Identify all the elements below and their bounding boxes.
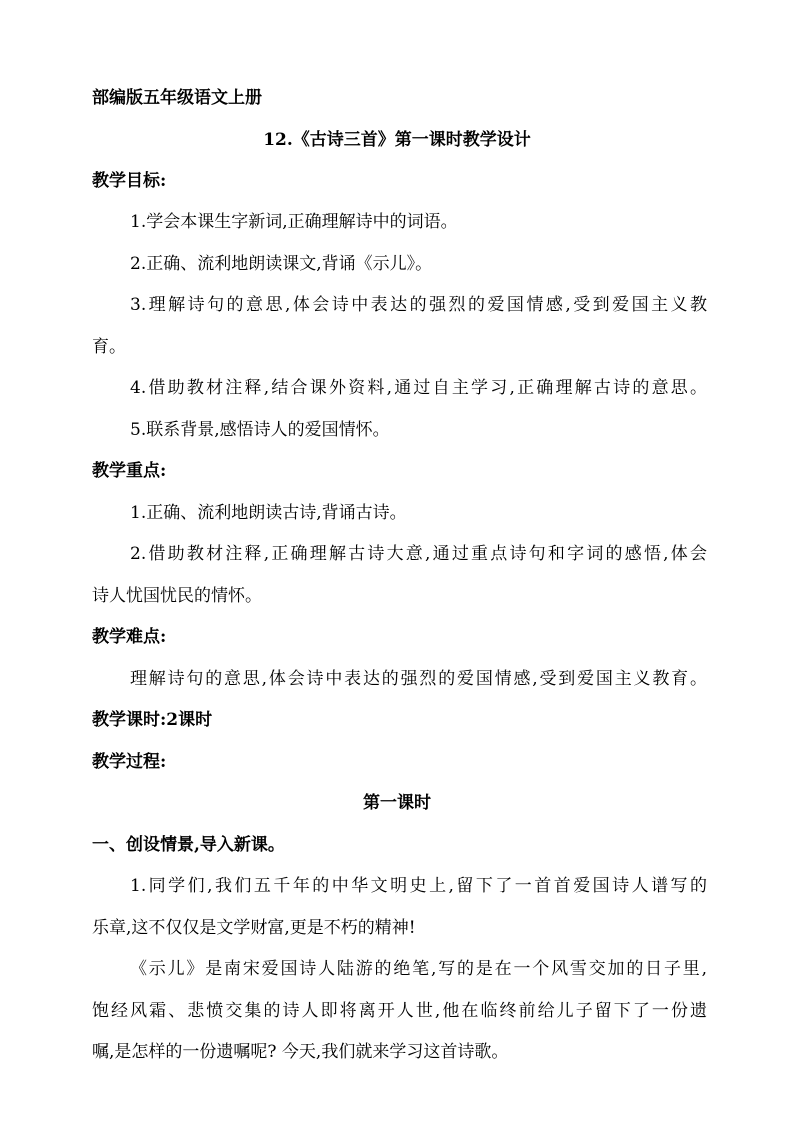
- paragraph-1-line-2: 乐章,这不仅仅是文学财富,更是不朽的精神!: [92, 918, 416, 938]
- objective-item-5: 5.联系背景,感悟诗人的爱国情怀。: [130, 420, 390, 440]
- objective-item-1: 1.学会本课生字新词,正确理解诗中的词语。: [130, 212, 458, 232]
- difficulties-text: 理解诗句的意思,体会诗中表达的强烈的爱国情感,受到爱国主义教育。: [130, 669, 707, 689]
- page-title: 12.《古诗三首》第一课时教学设计: [263, 130, 531, 150]
- lesson-hours: 教学课时:2课时: [92, 710, 213, 730]
- book-title: 部编版五年级语文上册: [92, 88, 262, 108]
- key-point-item-2-continued: 诗人忧国忧民的情怀。: [92, 586, 262, 606]
- objectives-heading: 教学目标:: [92, 171, 167, 191]
- key-points-heading: 教学重点:: [92, 461, 167, 481]
- process-heading: 教学过程:: [92, 752, 167, 772]
- difficulties-heading: 教学难点:: [92, 627, 167, 647]
- objective-item-3: 3.理解诗句的意思,体会诗中表达的强烈的爱国情感,受到爱国主义教: [130, 295, 707, 315]
- paragraph-1-line-1: 1.同学们,我们五千年的中华文明史上,留下了一首首爱国诗人谱写的: [130, 876, 707, 896]
- section-1-heading: 一、创设情景,导入新课。: [92, 835, 285, 855]
- objective-item-4: 4.借助教材注释,结合课外资料,通过自主学习,正确理解古诗的意思。: [130, 378, 707, 398]
- paragraph-2-line-3: 嘱,是怎样的一份遗嘱呢? 今天,我们就来学习这首诗歌。: [92, 1042, 509, 1062]
- key-point-item-1: 1.正确、流利地朗读古诗,背诵古诗。: [130, 503, 407, 523]
- key-point-item-2: 2.借助教材注释,正确理解古诗大意,通过重点诗句和字词的感悟,体会: [130, 544, 707, 564]
- objective-item-2: 2.正确、流利地朗读课文,背诵《示儿》。: [130, 254, 433, 274]
- paragraph-2-line-1: 《示儿》是南宋爱国诗人陆游的绝笔,写的是在一个风雪交加的日子里,: [130, 959, 707, 979]
- objective-item-3-continued: 育。: [92, 337, 126, 357]
- paragraph-2-line-2: 饱经风霜、悲愤交集的诗人即将离开人世,他在临终前给儿子留下了一份遗: [92, 1001, 707, 1021]
- lesson-title: 第一课时: [363, 793, 431, 813]
